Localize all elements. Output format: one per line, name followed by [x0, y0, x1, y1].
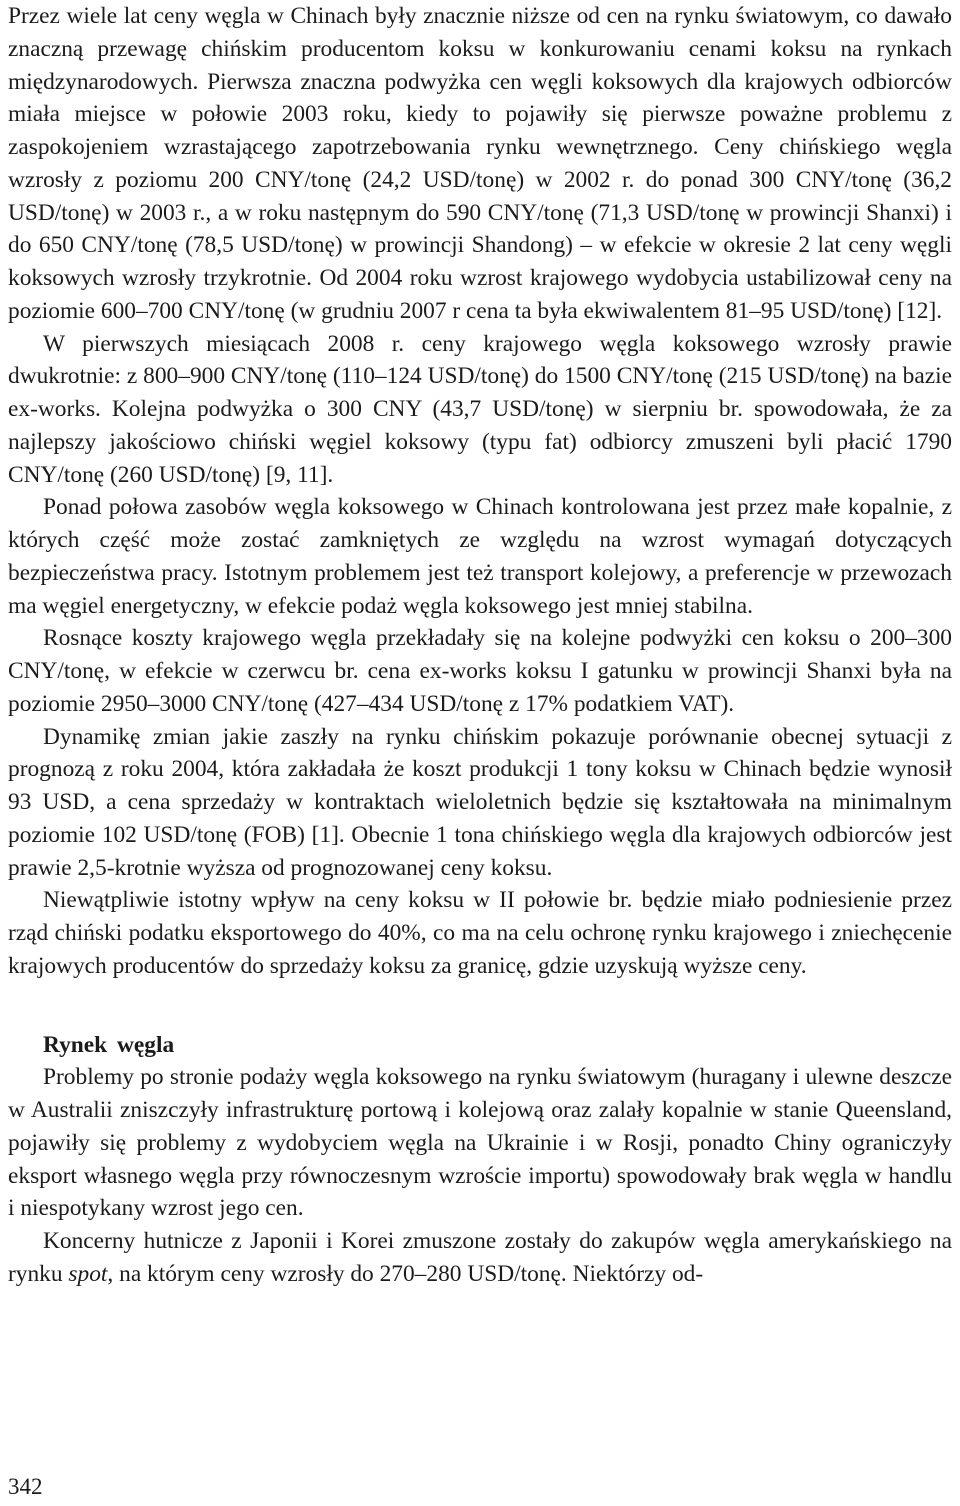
body-paragraph: W pierwszych miesiącach 2008 r. ceny krajowego węgla koksowego wzrosły prawie dwukrotnie: z 800–900 CNY/tonę (110–124 USD/tonę) do 1500 CNY/tonę (215 USD/tonę) na bazie ex-works. Kolejna podwyżka o 300 CNY (43,7 USD/tonę) w sierpniu br. spowodowała, że za najlepszy jakościowo chiński węgiel koksowy (typu fat) odbiorcy zmuszeni byli płacić 1790 CNY/tonę (260 USD/tonę) [9, 11]. [8, 330, 952, 488]
body-paragraph: Przez wiele lat ceny węgla w Chinach były znacznie niższe od cen na rynku światowym, co dawało znaczną przewagę chińskim producentom koksu w konkurowaniu cenami koksu na rynkach międzynarodowych. Pierwsza znaczna podwyżka cen węgli koksowych dla krajowych odbiorców miała miejsce w połowie 2003 roku, kiedy to pojawiły się pierwsze poważne problemu z zaspokojeniem wzrastającego zapotrzebowania rynku wewnętrznego. Ceny chińskiego węgla wzrosły z poziomu 200 CNY/tonę (24,2 USD/tonę) w 2002 r. do ponad 300 CNY/tonę (36,2 USD/tonę) w 2003 r., a w roku następnym do 590 CNY/tonę (71,3 USD/tonę w prowincji Shanxi) i do 650 CNY/tonę (78,5 USD/tonę) w prowincji Shandong) – w efekcie w okresie 2 lat ceny węgli koksowych wzrosły trzykrotnie. Od 2004 roku wzrost krajowego wydobycia ustabilizował ceny na poziomie 600–700 CNY/tonę (w grudniu 2007 r cena ta była ekwiwalentem 81–95 USD/tonę) [12]. [8, 3, 952, 324]
body-paragraph: Rosnące koszty krajowego węgla przekładały się na kolejne podwyżki cen koksu o 200–300 CNY/tonę, w efekcie w czerwcu br. cena ex-works koksu I gatunku w prowincji Shanxi była na poziomie 2950–3000 CNY/tonę (427–434 USD/tonę z 17% podatkiem VAT). [8, 625, 952, 717]
section-spacer [8, 983, 952, 1029]
document-page [8, 0, 952, 1291]
body-paragraph: Dynamikę zmian jakie zaszły na rynku chińskim pokazuje porównanie obecnej sytuacji z prognozą z roku 2004, która zakładała że koszt produkcji 1 tony koksu w Chinach będzie wynosił 93 USD, a cena sprzedaży w kontraktach wieloletnich będzie się kształtowała na minimalnym poziomie 102 USD/tonę (FOB) [1]. Obecnie 1 tona chińskiego węgla dla krajowych odbiorców jest prawie 2,5-krotnie wyższa od prognozowanej ceny koksu. [8, 723, 952, 881]
body-paragraph: Ponad połowa zasobów węgla koksowego w Chinach kontrolowana jest przez małe kopalnie, z których część może zostać zamkniętych ze względu na wzrost wymagań dotyczących bezpieczeństwa pracy. Istotnym problemem jest też transport kolejowy, a preferencje w przewozach ma węgiel energetyczny, w efekcie podaż węgla koksowego jest mniej stabilna. [8, 494, 952, 619]
section-paragraph: Problemy po stronie podaży węgla koksowego na rynku światowym (huragany i ulewne deszcze w Australii zniszczyły infrastrukturę portową i kolejową oraz zalały kopalnie w stanie Queensland, pojawiły się problemy z wydobyciem węgla na Ukrainie i w Rosji, ponadto Chiny ograniczyły eksport własnego węgla przy równoczesnym wzroście importu) spowodowały brak węgla w handlu i niespotykany wzrost jego cen. [8, 1064, 952, 1222]
paragraph-text: Koncerny hutnicze z Japonii i Korei zmuszone zostały do zakupów węgla amerykańskiego na rynku [8, 1228, 952, 1287]
paragraph-text: , na którym ceny wzrosły do 270–280 USD/tonę. Niektórzy od- [107, 1260, 704, 1287]
section-paragraph [8, 1225, 952, 1291]
page-number: 342 [8, 1474, 43, 1499]
section-heading: Rynek węgla [43, 1031, 175, 1058]
body-paragraph: Niewątpliwie istotny wpływ na ceny koksu w II połowie br. będzie miało podniesienie przez rząd chiński podatku eksportowego do 40%, co ma na celu ochronę rynku krajowego i zniechęcenie krajowych producentów do sprzedaży koksu za granicę, gdzie uzyskują wyższe ceny. [8, 887, 952, 979]
italic-term: spot [68, 1260, 108, 1287]
